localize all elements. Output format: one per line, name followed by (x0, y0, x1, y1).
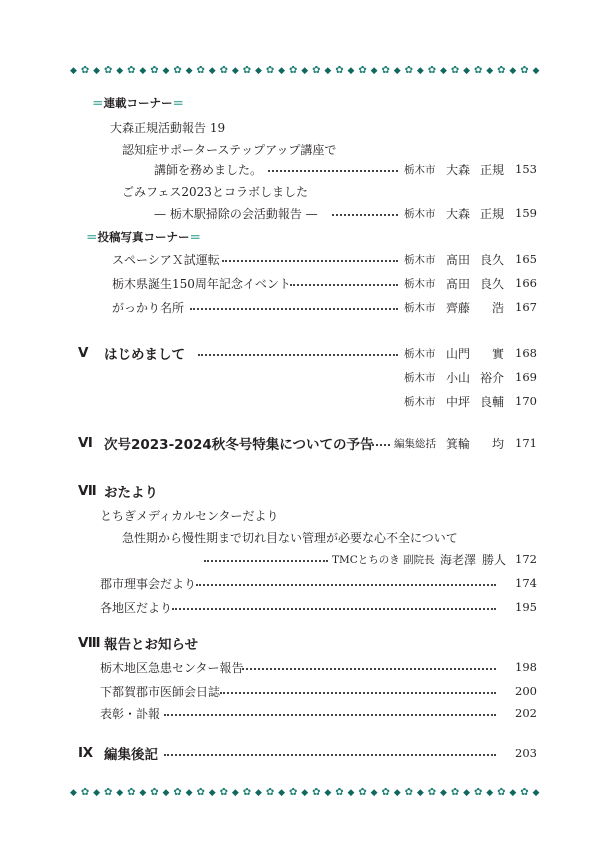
ornament-flourish: ✿ (335, 65, 344, 76)
ornament-flourish: ✿ (80, 65, 90, 76)
section-9[interactable]: Ⅸ 編集後記 203 (78, 745, 537, 763)
toc-entry[interactable]: 認知症サポーターステップアップ講座で (122, 142, 337, 157)
section-6[interactable]: Ⅵ 次号2023-2024秋冬号特集についての予告 編集総括 箕輪 均 171 (78, 435, 537, 453)
toc-entry[interactable]: 栃木地区急患センター報告 198 (100, 660, 537, 675)
toc-entry[interactable]: 栃木市 中坪 良輔 170 (404, 394, 537, 409)
ornament-diamond: ◆ (393, 66, 401, 76)
ornament-flourish: ✿ (265, 65, 275, 76)
ornament-diamond: ◆ (324, 66, 332, 76)
ornament-diamond: ◆ (324, 788, 332, 798)
ornament-diamond: ◆ (509, 66, 517, 76)
ornament-flourish: ✿ (427, 787, 437, 798)
toc-entry[interactable]: ごみフェス2023とコラボしました (122, 184, 308, 199)
toc-entry[interactable]: 講師を務めました。 栃木市 大森 正規 153 (154, 162, 537, 177)
ornament-flourish: ✿ (242, 787, 252, 798)
ornament-diamond: ◆ (370, 66, 378, 76)
corner-heading-serial: ＝連載コーナー＝ (92, 96, 184, 110)
corner-heading-photo: ＝投稿写真コーナー＝ (86, 230, 201, 244)
ornament-flourish: ✿ (80, 787, 90, 798)
ornament-diamond: ◆ (463, 66, 471, 76)
ornament-diamond: ◆ (463, 788, 471, 798)
ornament-flourish: ✿ (150, 65, 159, 76)
ornament-diamond: ◆ (231, 66, 239, 76)
ornament-diamond: ◆ (393, 788, 401, 798)
ornament-flourish: ✿ (288, 65, 298, 76)
ornament-flourish: ✿ (473, 65, 483, 76)
ornament-diamond: ◆ (347, 66, 355, 76)
ornament-diamond: ◆ (347, 788, 355, 798)
ornament-diamond: ◆ (370, 788, 378, 798)
ornament-diamond: ◆ (208, 788, 216, 798)
ornament-diamond: ◆ (486, 788, 494, 798)
ornament-diamond: ◆ (139, 66, 147, 76)
ornament-diamond: ◆ (162, 66, 170, 76)
ornament-flourish: ✿ (219, 65, 228, 76)
ornament-diamond: ◆ (93, 788, 101, 798)
ornament-flourish: ✿ (219, 787, 228, 798)
ornament-diamond: ◆ (486, 66, 494, 76)
ornament-flourish: ✿ (312, 65, 321, 76)
ornament-flourish: ✿ (288, 787, 298, 798)
ornament-flourish: ✿ (335, 787, 344, 798)
ornament-flourish: ✿ (265, 787, 275, 798)
ornament-flourish: ✿ (312, 787, 321, 798)
ornament-flourish: ✿ (358, 65, 367, 76)
toc-entry[interactable]: 各地区だより 195 (100, 600, 537, 615)
ornament-flourish: ✿ (358, 787, 367, 798)
ornament-flourish: ✿ (520, 65, 529, 76)
ornament-diamond: ◆ (162, 788, 170, 798)
ornament-diamond: ◆ (255, 66, 262, 76)
ornament-flourish: ✿ (404, 65, 413, 76)
decorative-border-top (70, 64, 540, 78)
ornament-flourish: ✿ (450, 65, 460, 76)
ornament-diamond: ◆ (440, 788, 447, 798)
ornament-diamond: ◆ (416, 788, 424, 798)
ornament-diamond: ◆ (278, 788, 286, 798)
ornament-diamond: ◆ (139, 788, 147, 798)
ornament-flourish: ✿ (381, 65, 390, 76)
ornament-diamond: ◆ (70, 66, 77, 76)
decorative-border-bottom (70, 786, 540, 800)
ornament-diamond: ◆ (255, 788, 262, 798)
ornament-diamond: ◆ (440, 66, 447, 76)
toc-entry[interactable]: 表彰・訃報 202 (100, 706, 537, 721)
ornament-flourish: ✿ (103, 787, 113, 798)
toc-entry[interactable]: とちぎメディカルセンターだより (100, 508, 279, 523)
ornament-diamond: ◆ (116, 66, 124, 76)
ornament-diamond: ◆ (185, 66, 193, 76)
ornament-diamond: ◆ (185, 788, 193, 798)
ornament-flourish: ✿ (173, 65, 182, 76)
toc-entry[interactable]: 栃木県誕生150周年記念イベント 栃木市 髙田 良久 166 (112, 276, 537, 291)
ornament-diamond: ◆ (278, 66, 286, 76)
ornament-flourish: ✿ (127, 787, 136, 798)
toc-entry[interactable]: 郡市理事会だより 174 (100, 576, 537, 591)
ornament-flourish: ✿ (497, 787, 506, 798)
ornament-diamond: ◆ (509, 788, 517, 798)
toc-entry[interactable]: 大森正規活動報告 19 (110, 120, 226, 135)
ornament-diamond: ◆ (231, 788, 239, 798)
ornament-flourish: ✿ (196, 65, 205, 76)
ornament-diamond: ◆ (532, 788, 540, 798)
ornament-flourish: ✿ (427, 65, 437, 76)
toc-entry[interactable]: 栃木市 小山 裕介 169 (404, 370, 537, 385)
section-7[interactable]: Ⅶ おたより (78, 483, 158, 501)
ornament-flourish: ✿ (242, 65, 252, 76)
ornament-flourish: ✿ (173, 787, 182, 798)
ornament-flourish: ✿ (404, 787, 413, 798)
toc-entry[interactable]: — 栃木駅掃除の会活動報告 — 栃木市 大森 正規 159 (154, 206, 537, 221)
ornament-diamond: ◆ (116, 788, 124, 798)
ornament-diamond: ◆ (208, 66, 216, 76)
ornament-diamond: ◆ (93, 66, 101, 76)
toc-entry[interactable]: がっかり名所 栃木市 齊藤 浩 167 (112, 300, 537, 315)
ornament-diamond: ◆ (532, 66, 540, 76)
section-8[interactable]: Ⅷ 報告とお知らせ (78, 635, 199, 653)
ornament-flourish: ✿ (150, 787, 159, 798)
ornament-diamond: ◆ (301, 66, 309, 76)
ornament-flourish: ✿ (196, 787, 205, 798)
ornament-flourish: ✿ (520, 787, 529, 798)
section-5[interactable]: Ⅴ はじめまして 栃木市 山門 實 168 (78, 345, 537, 363)
ornament-diamond: ◆ (301, 788, 309, 798)
toc-entry[interactable]: 下都賀郡市医師会日誌 200 (100, 684, 537, 699)
ornament-flourish: ✿ (497, 65, 506, 76)
toc-entry[interactable]: TMCとちのき 副院長 海老澤 勝人 172 (0, 550, 611, 568)
ornament-diamond: ◆ (70, 788, 77, 798)
ornament-diamond: ◆ (416, 66, 424, 76)
ornament-flourish: ✿ (127, 65, 136, 76)
ornament-flourish: ✿ (473, 787, 483, 798)
ornament-flourish: ✿ (450, 787, 460, 798)
ornament-flourish: ✿ (381, 787, 390, 798)
ornament-flourish: ✿ (103, 65, 113, 76)
toc-entry[interactable]: 急性期から慢性期まで切れ目ない管理が必要な心不全について (122, 530, 458, 545)
toc-entry[interactable]: スペーシアＸ試運転 栃木市 髙田 良久 165 (112, 252, 537, 267)
